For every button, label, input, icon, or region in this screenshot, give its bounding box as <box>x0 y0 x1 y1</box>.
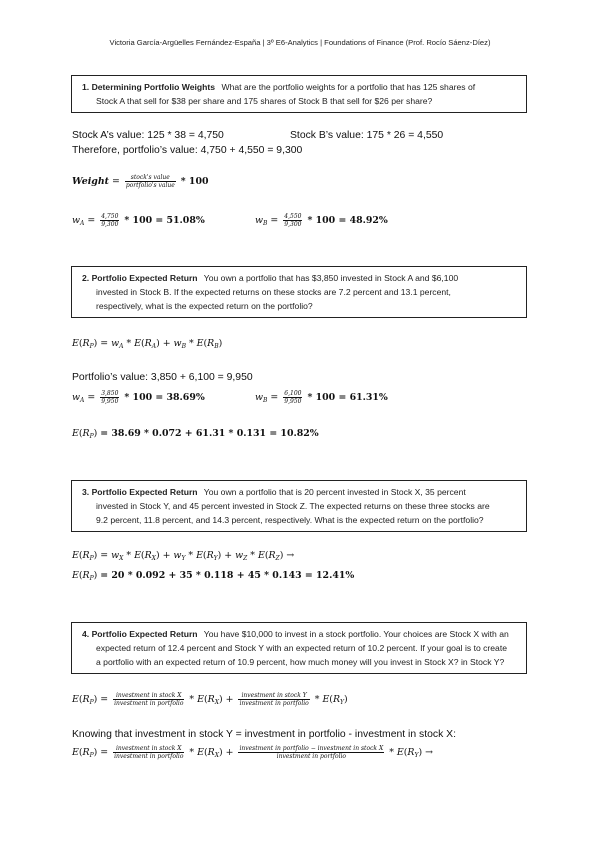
weight-a-formula: $w_A$ = $\frac{3,850}{9,950}$ * 100 = 38.69% <box>72 390 205 405</box>
numerator: investment in stock Y <box>238 692 309 700</box>
question-text: respectively, what is the expected return on the portfolio? <box>96 301 313 311</box>
question-title: Portfolio Expected Return <box>91 273 198 283</box>
fraction <box>125 174 176 189</box>
numerator: 3,850 <box>101 390 119 397</box>
expected-return-result: $E(R_P) = 20 * 0.092 + 35 * 0.118 + 45 * 0.143 = 12.41\%$ <box>72 570 355 582</box>
denominator: investment in portfolio <box>114 753 184 760</box>
fraction <box>100 213 119 228</box>
knowing-text: Knowing that investment in stock Y = investment in portfolio - investment in stock X: <box>72 729 456 740</box>
er-value: = 20 * 0.092 + 35 * 0.118 + 45 * 0.143 = 12.41% <box>100 570 355 581</box>
numerator: investment in stock X <box>113 745 184 753</box>
question-number: 2. <box>82 273 90 283</box>
question-title: Portfolio Expected Return <box>91 629 198 639</box>
fraction <box>113 745 184 760</box>
numerator: 4,550 <box>284 213 302 220</box>
weight-a-formula: $w_A$ = $\frac{4,750}{9,300}$ * 100 = 51.08% <box>72 213 205 228</box>
fraction <box>113 692 184 707</box>
question-text: Stock A that sell for $38 per share and 175 shares of Stock B that sell for $26 per share? <box>96 96 433 106</box>
expected-return-result: $E(R_P) = 38.69 * 0.072 + 61.31 * 0.131 = 10.82\%$ <box>72 428 319 440</box>
stock-b-value: Stock B’s value: 175 * 26 = 4,550 <box>290 130 444 141</box>
denominator: portfolio's value <box>125 182 175 189</box>
fraction <box>283 390 302 405</box>
weight-b-formula: $w_B$ = $\frac{4,550}{9,300}$ * 100 = 48.92% <box>255 213 388 228</box>
fraction <box>283 213 302 228</box>
question-title: Determining Portfolio Weights <box>91 82 216 92</box>
weight-formula: Weight = $\frac{\text{stock's value}}{\text{portfolio's value}}$ * 100 <box>72 174 209 189</box>
question-text: You have $10,000 to invest in a stock portfolio. Your choices are Stock X with an <box>203 629 509 639</box>
fraction <box>100 390 119 405</box>
expected-return-formula: $E(R_P) = w_A * E(R_A) + w_B * E(R_B)$ <box>72 338 223 350</box>
question-text: invested in Stock B. If the expected returns on these stocks are 7.2 percent and 13.1 percent, <box>96 287 451 297</box>
numerator: 6,100 <box>284 390 302 397</box>
question-3-box <box>71 480 527 532</box>
question-text: a portfolio with an expected return of 10.9 percent, how much money will you invest in Stock X? in Stock Y? <box>96 657 505 667</box>
denominator: investment in portfolio <box>114 700 184 707</box>
numerator: investment in stock X <box>113 692 184 700</box>
expected-return-formula: $E(R_P) = w_X * E(R_X) + w_Y * E(R_Y) + w_Z * E(R_Z)$ → <box>72 550 295 562</box>
expected-return-formula-2: $E(R_P)$ = $\frac{\text{investment in stock X}}{\text{investment in portfolio}}$ * $E(R_X)$ + $\frac{\text{investment in portfolio − investment in stock X}}{\text{investment in portfolio}}$ * $E(R_Y)$ → <box>72 745 433 760</box>
page-header: Victoria García-Argüelles Fernández-España | 3º E6-Analytics | Foundations of Finance (Prof. Rocío Sáenz-Díez) <box>109 38 491 47</box>
denominator: 9,950 <box>284 398 302 405</box>
question-1-box <box>71 75 527 113</box>
stock-a-value: Stock A’s value: 125 * 38 = 4,750 <box>72 130 224 141</box>
weight-a-result: * 100 = 38.69% <box>124 392 205 403</box>
weight-multiplier: * 100 <box>180 176 209 187</box>
question-text: expected return of 12.4 percent and Stock Y with an expected return of 10.2 percent. If your goal is to create <box>96 643 508 653</box>
question-number: 1. <box>82 82 90 92</box>
question-title: Portfolio Expected Return <box>91 487 198 497</box>
expected-return-formula: $E(R_P)$ = $\frac{\text{investment in stock X}}{\text{investment in portfolio}}$ * $E(R_X)$ + $\frac{\text{investment in stock Y}}{\text{investment in portfolio}}$ * $E(R_Y)$ <box>72 692 348 707</box>
numerator: stock's value <box>125 174 176 182</box>
denominator: 9,300 <box>284 221 302 228</box>
numerator: investment in portfolio − investment in stock X <box>239 745 384 752</box>
question-number: 3. <box>82 487 90 497</box>
weight-b-formula: $w_B$ = $\frac{6,100}{9,950}$ * 100 = 61.31% <box>255 390 388 405</box>
denominator: investment in portfolio <box>276 753 347 760</box>
er-value: = 38.69 * 0.072 + 61.31 * 0.131 = 10.82% <box>100 428 319 439</box>
fraction <box>238 745 384 760</box>
question-text: 9.2 percent, 11.8 percent, and 14.3 percent, respectively. What is the expected return on the portfolio? <box>96 515 484 525</box>
question-2-box <box>71 266 527 318</box>
weight-b-result: * 100 = 61.31% <box>307 392 388 403</box>
portfolio-value: Portfolio’s value: 3,850 + 6,100 = 9,950 <box>72 372 253 383</box>
denominator: investment in portfolio <box>239 700 309 707</box>
question-text: You own a portfolio that has $3,850 invested in Stock A and $6,100 <box>203 273 459 283</box>
fraction <box>238 692 309 707</box>
weight-a-result: * 100 = 51.08% <box>124 215 205 226</box>
weight-b-result: * 100 = 48.92% <box>307 215 388 226</box>
portfolio-value: Therefore, portfolio’s value: 4,750 + 4,550 = 9,300 <box>72 145 303 156</box>
question-text: invested in Stock Y, and 45 percent invested in Stock Z. The expected returns on these three stocks are <box>96 501 490 511</box>
question-number: 4. <box>82 629 90 639</box>
denominator: 9,300 <box>101 221 119 228</box>
weight-symbol: Weight <box>72 176 109 187</box>
numerator: 4,750 <box>101 213 119 220</box>
question-4-box <box>71 622 527 674</box>
denominator: 9,950 <box>101 398 119 405</box>
question-text: You own a portfolio that is 20 percent invested in Stock X, 35 percent <box>203 487 466 497</box>
question-text: What are the portfolio weights for a portfolio that has 125 shares of <box>221 82 476 92</box>
